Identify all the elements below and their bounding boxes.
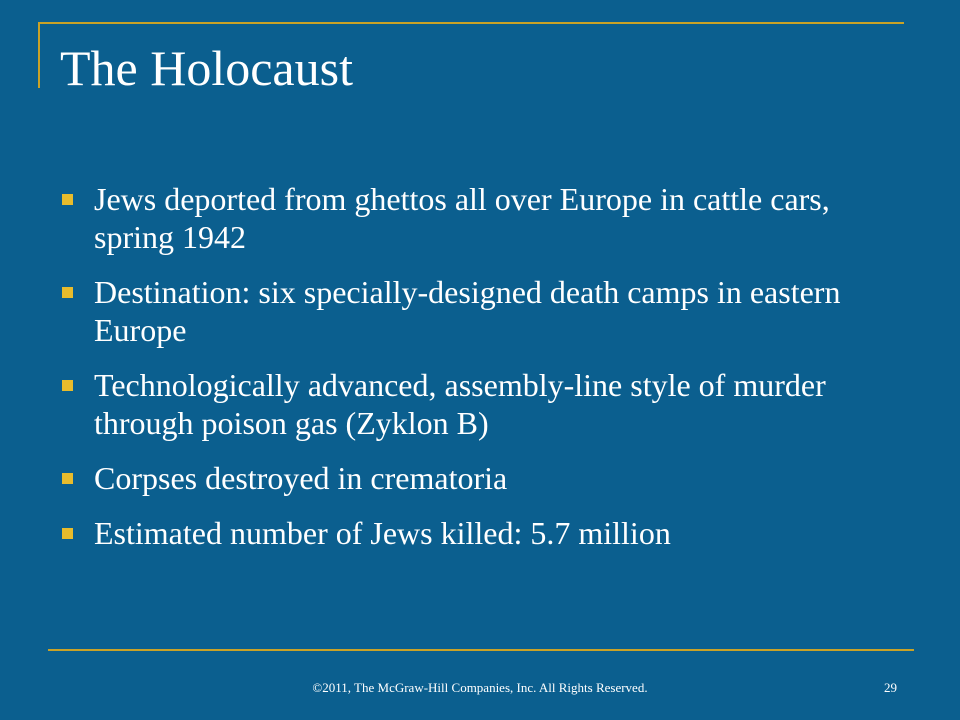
bullet-text: Jews deported from ghettos all over Europe in cattle cars, spring 1942 [94,181,830,255]
bullet-text: Technologically advanced, assembly-line style of murder through poison gas (Zyklon B) [94,367,826,441]
square-bullet-icon [62,287,73,298]
copyright-footer: ©2011, The McGraw-Hill Companies, Inc. All Rights Reserved. [312,680,648,695]
bullet-text: Estimated number of Jews killed: 5.7 million [94,515,671,551]
bullet-item [60,459,900,497]
slide-title: The Holocaust [60,40,353,96]
bottom-rule-divider [48,649,914,651]
bullet-text: Corpses destroyed in crematoria [94,460,508,496]
page-number: 29 [884,680,897,695]
left-rule-divider [38,22,40,88]
bullet-item [60,273,900,349]
bullet-list [60,180,900,569]
square-bullet-icon [62,528,73,539]
square-bullet-icon [62,194,73,205]
bullet-text: Destination: six specially-designed death camps in eastern Europe [94,274,841,348]
bullet-item [60,514,900,552]
top-rule-divider [38,22,904,24]
bullet-item [60,366,900,442]
bullet-item [60,180,900,256]
square-bullet-icon [62,380,73,391]
square-bullet-icon [62,473,73,484]
